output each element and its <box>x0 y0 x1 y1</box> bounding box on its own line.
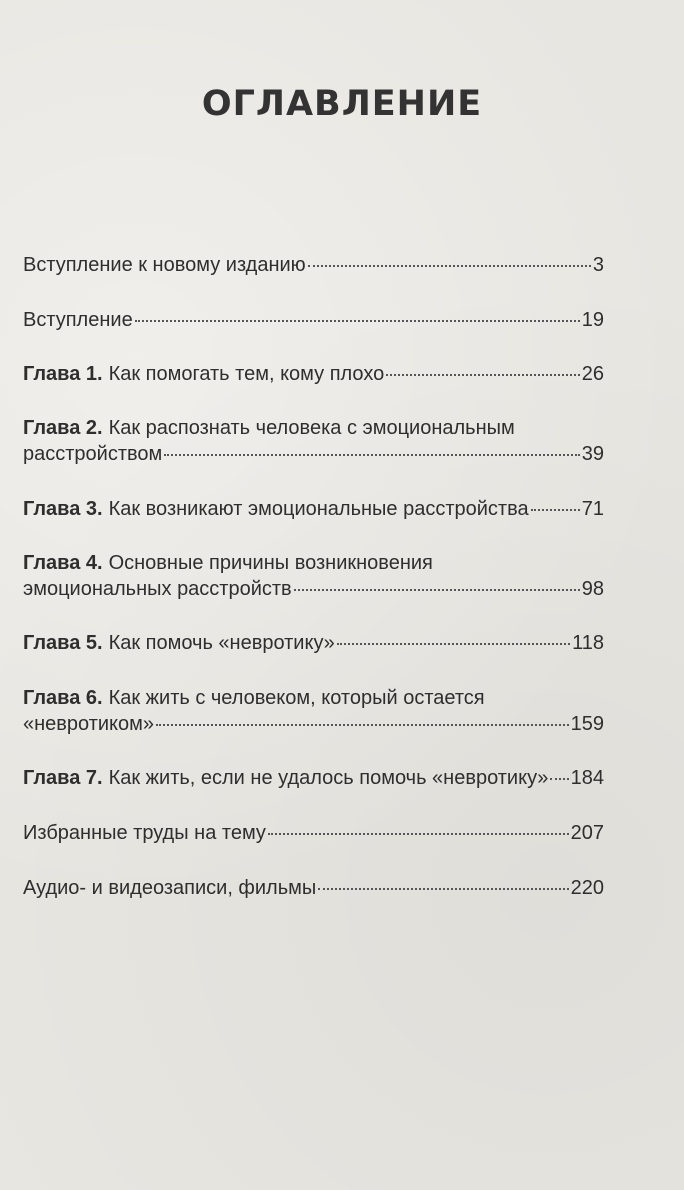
dot-leader <box>164 454 579 456</box>
dot-leader <box>550 778 568 780</box>
page-number: 184 <box>570 767 604 789</box>
chapter-label: Глава 3. <box>23 498 103 520</box>
page-number: 26 <box>581 363 604 385</box>
page-number: 207 <box>570 822 604 844</box>
toc-entry[interactable] <box>23 361 604 387</box>
entry-title: Как помогать тем, кому плохо <box>108 363 385 385</box>
dot-leader <box>294 589 580 591</box>
entry-title: Избранные труды на тему <box>23 822 266 844</box>
dot-leader <box>386 374 580 376</box>
entry-title: Как распознать человека с эмоциональным <box>108 417 515 439</box>
chapter-label: Глава 4. <box>23 552 103 574</box>
toc-entry[interactable] <box>23 415 604 467</box>
entry-title-continued: расстройством <box>23 443 163 465</box>
page-number: 220 <box>570 877 604 899</box>
page-number: 98 <box>581 578 604 600</box>
chapter-label: Глава 6. <box>23 687 103 709</box>
dot-leader <box>337 643 570 645</box>
entry-title: Как возникают эмоциональные расстройства <box>108 498 529 520</box>
page-number: 39 <box>581 443 604 465</box>
entry-title: Как помочь «невротику» <box>108 632 335 654</box>
dot-leader <box>318 888 568 890</box>
page-number: 159 <box>570 713 604 735</box>
entry-title: Вступление к новому изданию <box>23 254 306 276</box>
page-number: 19 <box>581 309 604 331</box>
page-number: 71 <box>581 498 604 520</box>
toc-entry[interactable] <box>23 630 604 656</box>
entry-title-continued: «невротиком» <box>23 713 155 735</box>
toc-entry[interactable] <box>23 496 604 522</box>
toc-entry[interactable] <box>23 550 604 602</box>
toc-entry[interactable] <box>23 252 604 278</box>
toc-entry[interactable] <box>23 307 604 333</box>
toc-entry[interactable] <box>23 685 604 737</box>
chapter-label: Глава 7. <box>23 767 103 789</box>
page-number: 3 <box>592 254 604 276</box>
dot-leader <box>135 320 580 322</box>
toc-entry[interactable] <box>23 875 604 901</box>
toc-entry[interactable] <box>23 820 604 846</box>
dot-leader <box>268 833 569 835</box>
chapter-label: Глава 5. <box>23 632 103 654</box>
entry-title: Аудио- и видеозаписи, фильмы <box>23 877 317 899</box>
dot-leader <box>156 724 569 726</box>
chapter-label: Глава 2. <box>23 417 103 439</box>
entry-title: Вступление <box>23 309 133 331</box>
page-title: ОГЛАВЛЕНИЕ <box>201 84 483 124</box>
toc-entry[interactable] <box>23 765 604 791</box>
chapter-label: Глава 1. <box>23 363 103 385</box>
dot-leader <box>308 265 591 267</box>
dot-leader <box>531 509 580 511</box>
page-number: 118 <box>572 632 604 654</box>
entry-title-continued: эмоциональных расстройств <box>23 578 292 600</box>
entry-title: Как жить с человеком, который остается <box>108 687 485 709</box>
entry-title: Основные причины возникновения <box>108 552 433 574</box>
entry-title: Как жить, если не удалось помочь «невротику» <box>108 767 549 789</box>
